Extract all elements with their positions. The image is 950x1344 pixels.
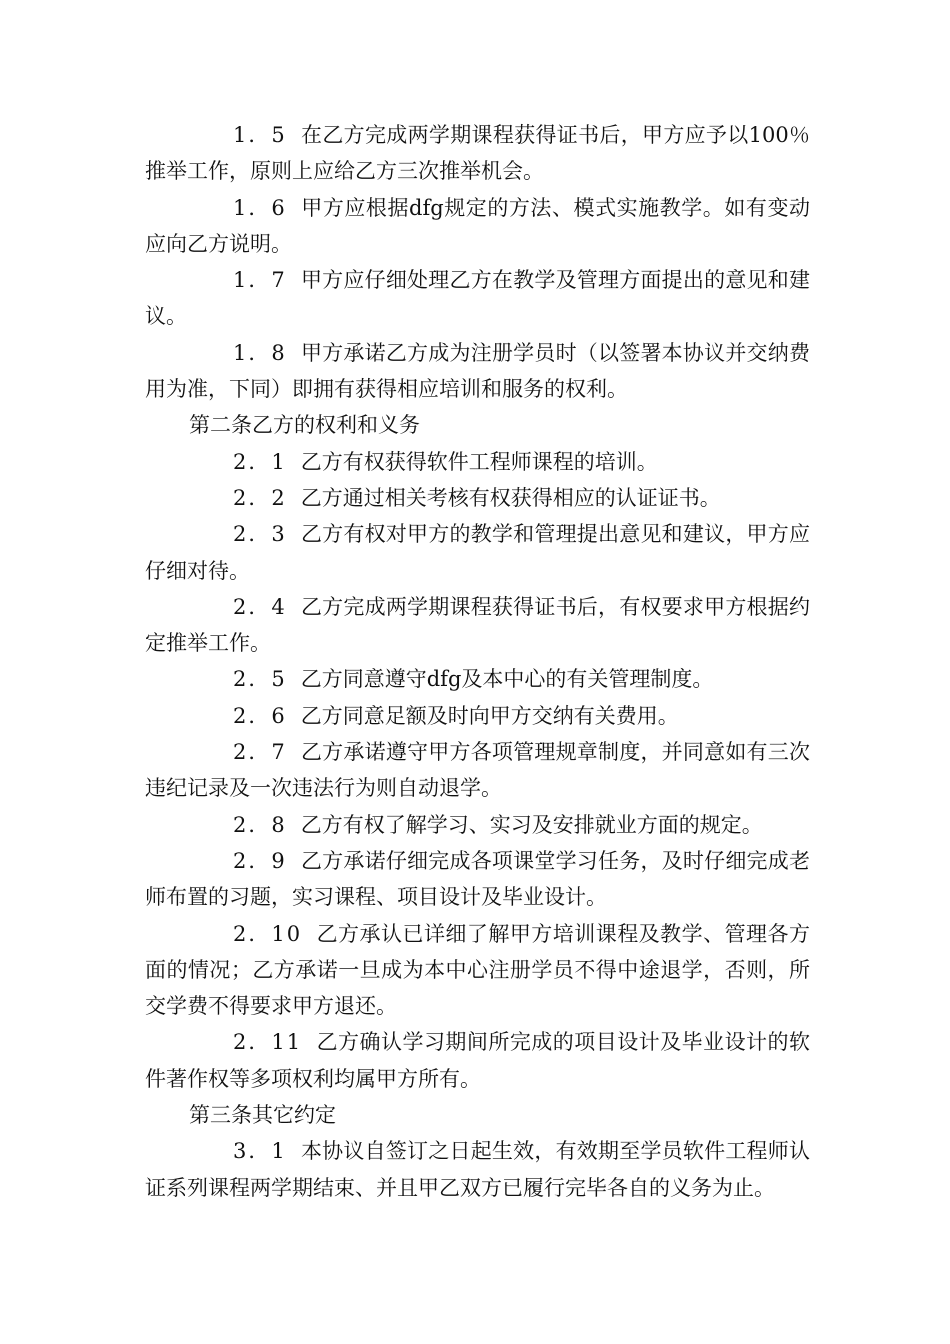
clause-number: 2．8 bbox=[233, 812, 287, 837]
clause-1-8 bbox=[145, 335, 810, 408]
clause-number: 2．3 bbox=[233, 522, 287, 547]
clause-number: 2．10 bbox=[233, 921, 303, 946]
clause-text: 乙方承诺遵守甲方各项管理规章制度，并同意如有三次违纪记录及一次违法行为则自动退学。 bbox=[145, 740, 810, 801]
clause-number: 2．7 bbox=[233, 740, 287, 765]
clause-text: 甲方应仔细处理乙方在教学及管理方面提出的意见和建议。 bbox=[145, 268, 810, 329]
clause-text: 甲方应根据dfg规定的方法、模式实施教学。如有变动应向乙方说明。 bbox=[145, 195, 810, 256]
document-body bbox=[145, 117, 810, 1206]
clause-text: 乙方承诺仔细完成各项课堂学习任务，及时仔细完成老师布置的习题，实习课程、项目设计及毕业设计。 bbox=[145, 848, 810, 910]
clause-text: 在乙方完成两学期课程获得证书后，甲方应予以100％推举工作，原则上应给乙方三次推举机会。 bbox=[145, 123, 810, 184]
clause-2-8 bbox=[145, 807, 810, 843]
clause-text: 乙方承认已详细了解甲方培训课程及教学、管理各方面的情况；乙方承诺一旦成为本中心注册学员不得中途退学，否则，所交学费不得要求甲方退还。 bbox=[145, 921, 810, 1019]
clause-number: 1．5 bbox=[233, 123, 287, 147]
clause-2-4 bbox=[145, 589, 810, 662]
clause-text: 乙方有权了解学习、实习及安排就业方面的规定。 bbox=[300, 812, 763, 837]
clause-number: 2．5 bbox=[233, 667, 287, 692]
clause-text: 乙方完成两学期课程获得证书后，有权要求甲方根据约定推举工作。 bbox=[145, 594, 810, 656]
clause-1-7 bbox=[145, 262, 810, 335]
clause-2-7 bbox=[145, 734, 810, 807]
clause-2-1 bbox=[145, 444, 810, 480]
clause-number: 1．7 bbox=[233, 268, 287, 293]
section-heading-3: 第三条其它约定 bbox=[189, 1103, 336, 1128]
clause-text: 乙方同意足额及时向甲方交纳有关费用。 bbox=[300, 703, 679, 728]
clause-number: 1．8 bbox=[233, 340, 287, 365]
clause-2-5 bbox=[145, 661, 810, 697]
clause-number: 2．11 bbox=[233, 1030, 303, 1055]
clause-text: 本协议自签订之日起生效，有效期至学员软件工程师认证系列课程两学期结束、并且甲乙双方已履行完毕各自的义务为止。 bbox=[145, 1139, 810, 1200]
clause-2-3 bbox=[145, 516, 810, 589]
clause-text: 乙方同意遵守dfg及本中心的有关管理制度。 bbox=[300, 667, 714, 692]
clause-2-6 bbox=[145, 698, 810, 734]
clause-1-6 bbox=[145, 190, 810, 263]
clause-2-9 bbox=[145, 843, 810, 916]
clause-3-1 bbox=[145, 1133, 810, 1206]
clause-text: 乙方通过相关考核有权获得相应的认证证书。 bbox=[300, 485, 721, 510]
clause-1-5 bbox=[145, 117, 810, 190]
clause-number: 3．1 bbox=[233, 1139, 287, 1164]
clause-text: 乙方有权获得软件工程师课程的培训。 bbox=[300, 449, 658, 474]
clause-number: 2．2 bbox=[233, 485, 287, 510]
section-heading-2: 第二条乙方的权利和义务 bbox=[189, 413, 420, 438]
clause-number: 2．4 bbox=[233, 594, 287, 619]
clause-text: 甲方承诺乙方成为注册学员时（以签署本协议并交纳费用为准，下同）即拥有获得相应培训和服务的权利。 bbox=[145, 340, 810, 402]
clause-2-10 bbox=[145, 916, 810, 1025]
clause-number: 1．6 bbox=[233, 195, 287, 220]
clause-text: 乙方确认学习期间所完成的项目设计及毕业设计的软件著作权等多项权利均属甲方所有。 bbox=[145, 1030, 810, 1091]
clause-number: 2．1 bbox=[233, 449, 287, 474]
clause-number: 2．6 bbox=[233, 703, 287, 728]
clause-2-2 bbox=[145, 480, 810, 516]
clause-number: 2．9 bbox=[233, 848, 287, 873]
clause-text: 乙方有权对甲方的教学和管理提出意见和建议，甲方应仔细对待。 bbox=[145, 522, 810, 583]
clause-2-11 bbox=[145, 1024, 810, 1097]
